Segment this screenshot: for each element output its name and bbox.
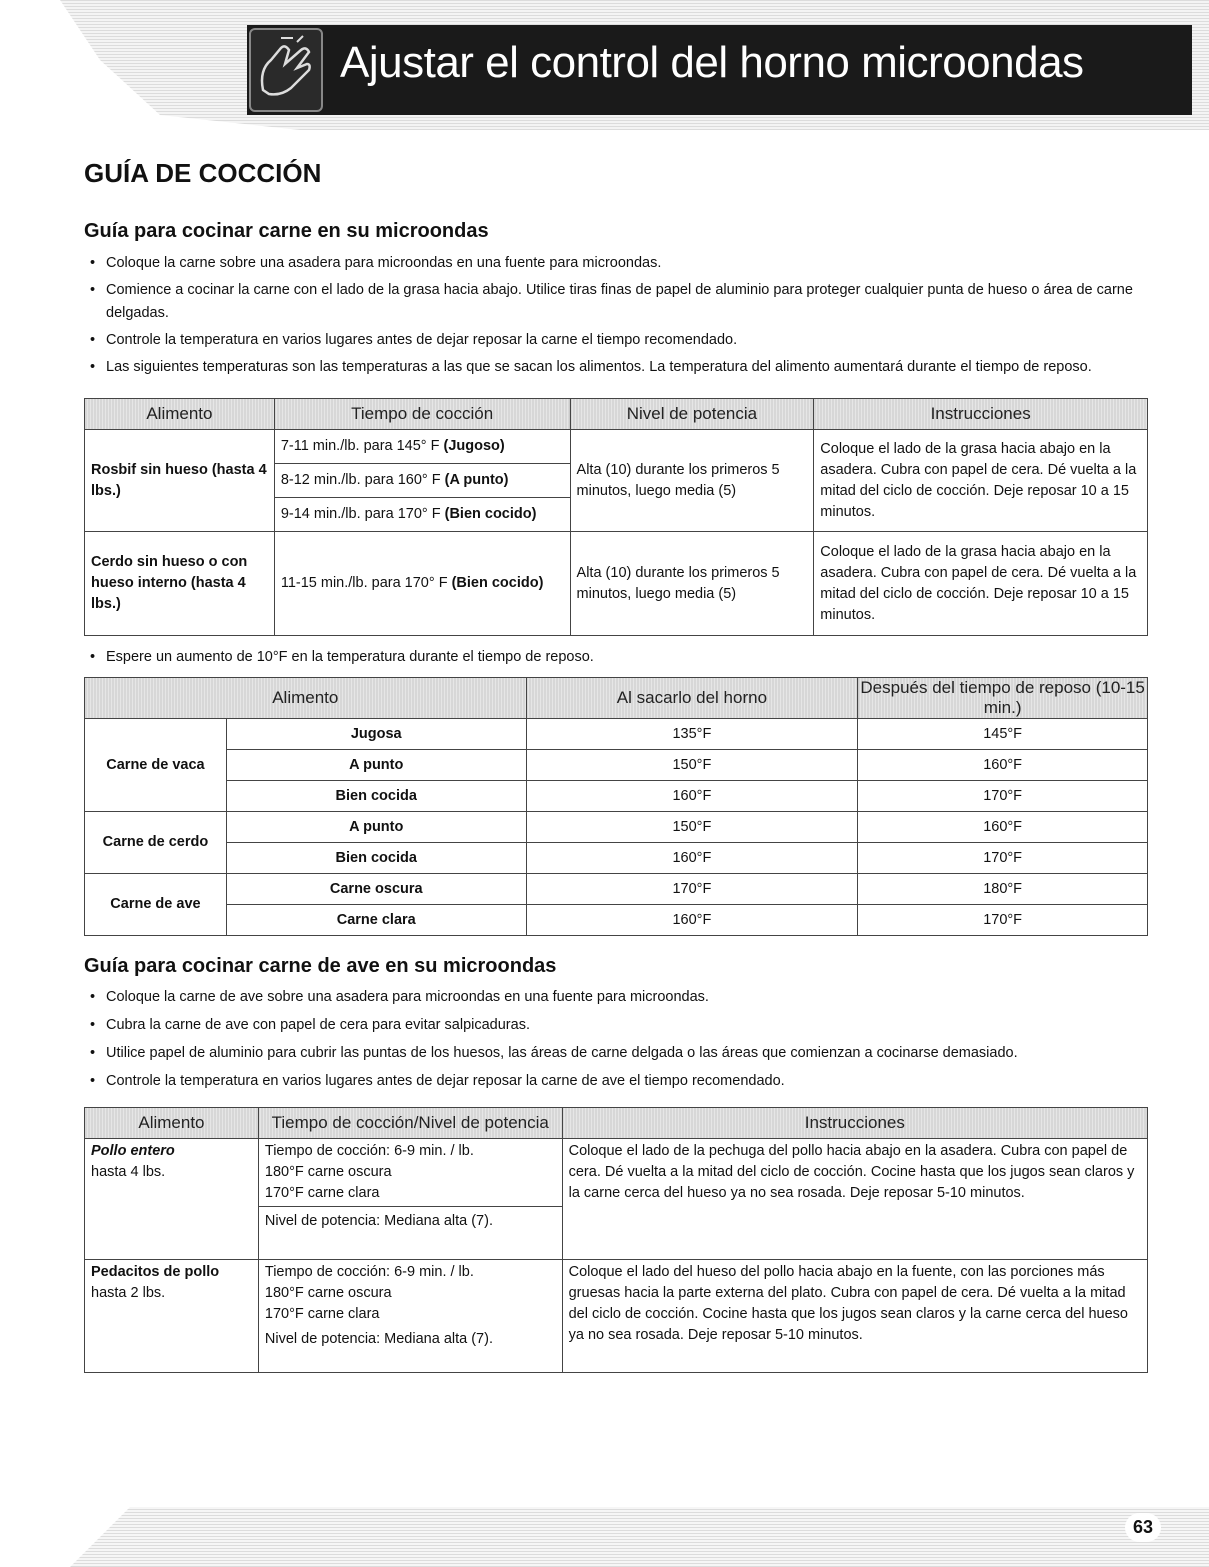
instructions-cell: Coloque el lado de la grasa hacia abajo en la asadera. Cubra con papel de cera. Dé vuelta a la mitad del ciclo de cocción. Deje reposar 10 a 15 minutos. [814, 430, 1148, 532]
hand-pointer-icon [249, 28, 323, 112]
power-cell: Alta (10) durante los primeros 5 minutos, luego media (5) [570, 532, 814, 636]
poultry-cooking-table [84, 1107, 1148, 1373]
time-cell: 9-14 min./lb. para 170° F (Bien cocido) [274, 498, 570, 532]
power-cell: Alta (10) durante los primeros 5 minutos, luego media (5) [570, 430, 814, 532]
doneness-cell: Bien cocida [226, 781, 526, 812]
food-name: Pollo entero [91, 1143, 175, 1159]
group-cell: Carne de vaca [85, 719, 227, 812]
meat-guide-title: Guía para cocinar carne en su microondas [84, 220, 489, 242]
table-row [85, 719, 1148, 750]
food-cell [85, 1139, 259, 1260]
temp-out-cell: 150°F [526, 750, 858, 781]
time-cell: 8-12 min./lb. para 160° F (A punto) [274, 464, 570, 498]
temperature-table [84, 677, 1148, 936]
list-item: • Coloque la carne de ave sobre una asadera para microondas en una fuente para microondas. [84, 986, 1144, 1009]
table-header: Tiempo de cocción/Nivel de potencia [258, 1108, 562, 1139]
temp-out-cell: 160°F [526, 843, 858, 874]
temp-after-cell: 145°F [858, 719, 1148, 750]
temp-out-cell: 160°F [526, 905, 858, 936]
time-power-cell [258, 1260, 562, 1373]
table-header: Instrucciones [814, 399, 1148, 430]
poultry-bullets [84, 986, 1144, 1093]
doneness-cell: A punto [226, 812, 526, 843]
temp-after-cell: 170°F [858, 905, 1148, 936]
table-row [85, 1260, 1148, 1373]
time-cell: 11-15 min./lb. para 170° F (Bien cocido) [274, 532, 570, 636]
list-item: • Controle la temperatura en varios lugares antes de dejar reposar la carne el tiempo recomendado. [84, 329, 1144, 352]
temp-after-cell: 170°F [858, 843, 1148, 874]
poultry-guide-title: Guía para cocinar carne de ave en su microondas [84, 955, 557, 977]
list-item: • Comience a cocinar la carne con el lado de la grasa hacia abajo. Utilice tiras finas de papel de aluminio para proteger cualquier punta de hueso o área de carne delgadas. [84, 279, 1144, 325]
time-line: 180°F carne oscura [264, 1164, 392, 1180]
list-item: • Espere un aumento de 10°F en la temperatura durante el tiempo de reposo. [84, 646, 1144, 669]
table-row [85, 874, 1148, 905]
food-cell: Cerdo sin hueso o con hueso interno (hasta 4 lbs.) [85, 532, 275, 636]
meat-cooking-table [84, 398, 1148, 636]
list-item: • Coloque la carne sobre una asadera para microondas en una fuente para microondas. [84, 252, 1144, 275]
food-weight: hasta 2 lbs. [91, 1285, 166, 1301]
time-line: 170°F carne clara [264, 1185, 380, 1201]
list-item: • Controle la temperatura en varios lugares antes de dejar reposar la carne de ave el tiempo recomendado. [84, 1070, 1144, 1093]
table-row [85, 430, 1148, 464]
time-line: Tiempo de cocción: 6-9 min. / lb. [264, 1264, 474, 1280]
page-number: 63 [1125, 1513, 1161, 1542]
table-row [85, 812, 1148, 843]
list-item: • Las siguientes temperaturas son las temperaturas a las que se sacan los alimentos. La temperatura del alimento aumentará durante el tiempo de reposo. [84, 356, 1144, 379]
doneness-cell: Bien cocida [226, 843, 526, 874]
food-cell: Rosbif sin hueso (hasta 4 lbs.) [85, 430, 275, 532]
table-header: Alimento [85, 399, 275, 430]
table-header: Nivel de potencia [570, 399, 814, 430]
time-power-cell [258, 1139, 562, 1260]
power-line: Nivel de potencia: Mediana alta (7). [259, 1206, 562, 1236]
power-line: Nivel de potencia: Mediana alta (7). [264, 1331, 493, 1347]
temp-out-cell: 160°F [526, 781, 858, 812]
list-item: • Utilice papel de aluminio para cubrir las puntas de los huesos, las áreas de carne delgada o las áreas que comienzan a cocinarse demasiado. [84, 1042, 1144, 1065]
doneness-cell: Jugosa [226, 719, 526, 750]
page-header-title: Ajustar el control del horno microondas [340, 38, 1084, 87]
food-weight: hasta 4 lbs. [91, 1164, 166, 1180]
food-name: Pedacitos de pollo [91, 1264, 220, 1280]
table-header: Después del tiempo de reposo (10-15 min.) [858, 678, 1148, 719]
list-item: • Cubra la carne de ave con papel de cera para evitar salpicaduras. [84, 1014, 1144, 1037]
meat-note [84, 646, 1144, 669]
time-line: Tiempo de cocción: 6-9 min. / lb. [264, 1143, 474, 1159]
table-row [85, 843, 1148, 874]
section-title: GUÍA DE COCCIÓN [84, 158, 322, 188]
table-header: Alimento [85, 678, 527, 719]
temp-out-cell: 135°F [526, 719, 858, 750]
table-header: Tiempo de cocción [274, 399, 570, 430]
temp-after-cell: 180°F [858, 874, 1148, 905]
instructions-cell: Coloque el lado de la pechuga del pollo hacia abajo en la asadera. Cubra con papel de cera. Dé vuelta a la mitad del ciclo de cocción. Cocine hasta que los jugos sean claros y la carne cerca del hueso ya no sea rosada. Deje reposar 5-10 minutos. [562, 1139, 1147, 1260]
temp-after-cell: 170°F [858, 781, 1148, 812]
footer-band [70, 1507, 1209, 1567]
table-header: Alimento [85, 1108, 259, 1139]
table-row [85, 532, 1148, 636]
table-row [85, 905, 1148, 936]
doneness-cell: A punto [226, 750, 526, 781]
table-row [85, 750, 1148, 781]
temp-after-cell: 160°F [858, 812, 1148, 843]
time-line: 180°F carne oscura [264, 1285, 392, 1301]
temp-after-cell: 160°F [858, 750, 1148, 781]
food-cell [85, 1260, 259, 1373]
temp-out-cell: 150°F [526, 812, 858, 843]
time-line: 170°F carne clara [264, 1306, 380, 1322]
doneness-cell: Carne clara [226, 905, 526, 936]
instructions-cell: Coloque el lado del hueso del pollo hacia abajo en la fuente, con las porciones más gruesas hacia la parte externa del plato. Cubra con papel de cera. Dé vuelta a la mitad del ciclo de cocción. Cocine hasta que los jugos sean claros y la carne cerca del hueso ya no sea rosada. Deje reposar 5-10 minutos. [562, 1260, 1147, 1373]
meat-bullets [84, 252, 1144, 379]
table-header: Instrucciones [562, 1108, 1147, 1139]
table-header: Al sacarlo del horno [526, 678, 858, 719]
table-row [85, 1139, 1148, 1260]
doneness-cell: Carne oscura [226, 874, 526, 905]
time-cell: 7-11 min./lb. para 145° F (Jugoso) [274, 430, 570, 464]
table-row [85, 781, 1148, 812]
group-cell: Carne de cerdo [85, 812, 227, 874]
instructions-cell: Coloque el lado de la grasa hacia abajo en la asadera. Cubra con papel de cera. Dé vuelta a la mitad del ciclo de cocción. Deje reposar 10 a 15 minutos. [814, 532, 1148, 636]
group-cell: Carne de ave [85, 874, 227, 936]
temp-out-cell: 170°F [526, 874, 858, 905]
